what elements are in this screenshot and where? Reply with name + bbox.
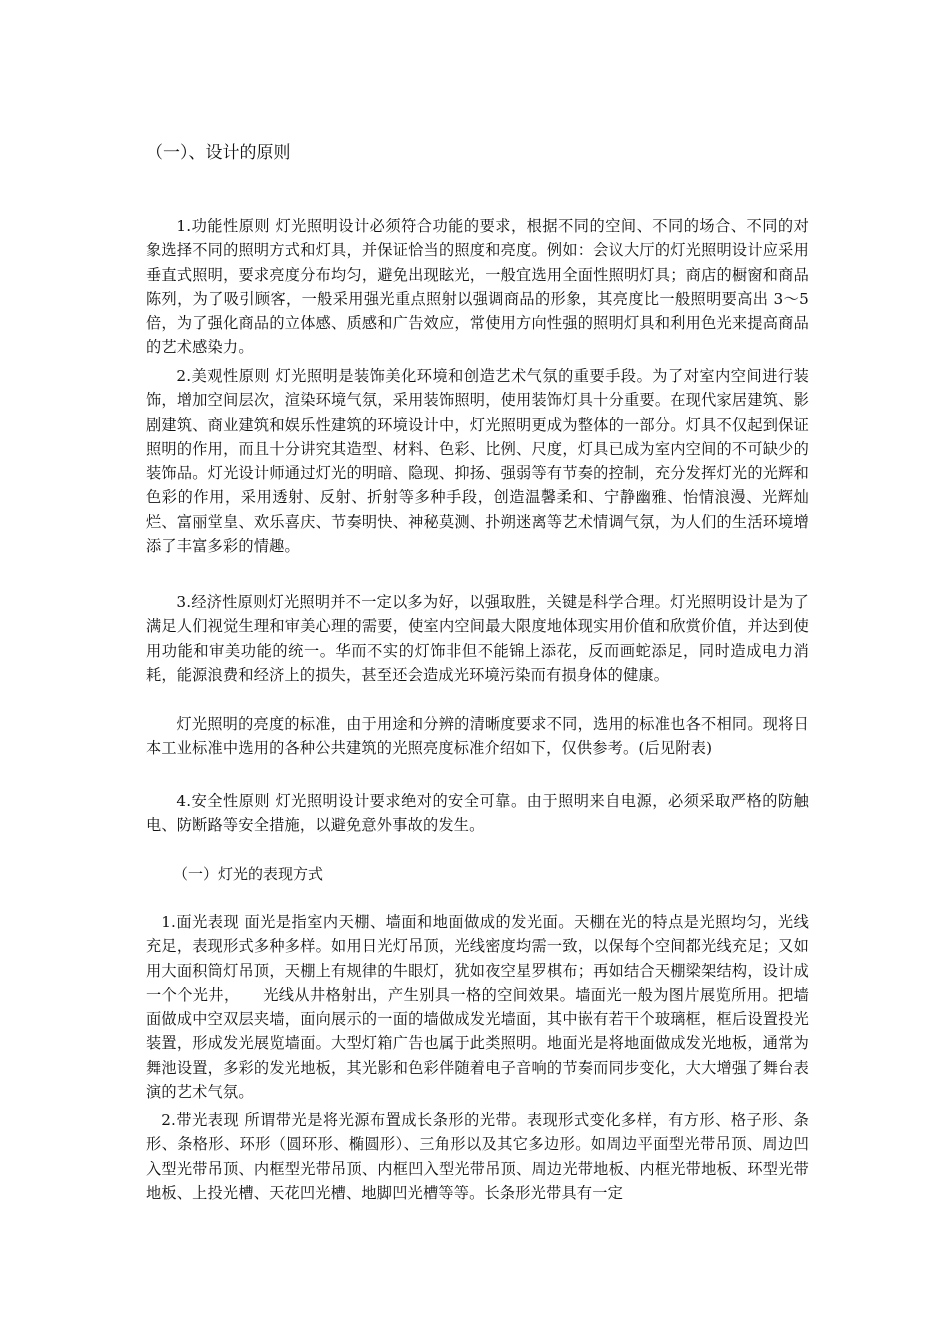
sub-heading-lighting-expression: （一）灯光的表现方式 xyxy=(173,865,324,883)
paragraph-aesthetic-principle: 2.美观性原则 灯光照明是装饰美化环境和创造艺术气氛的重要手段。为了对室内空间进行装饰，增加空间层次，渲染环境气氛，采用装饰照明，使用装饰灯具十分重要。在现代家居建筑、影剧建筑、商业建筑和娱乐性建筑的环境设计中，灯光照明更成为整体的一部分。灯具不仅起到保证照明的作用，而且十分讲究其造型、材料、色彩、比例、尺度，灯具已成为室内空间的不可缺少的装饰品。灯光设计师通过灯光的明暗、隐现、抑扬、强弱等有节奏的控制，充分发挥灯光的光辉和色彩的作用，采用透射、反射、折射等多种手段，创造温馨柔和、宁静幽雅、怡情浪漫、光辉灿烂、富丽堂皇、欢乐喜庆、节奏明快、神秘莫测、扑朔迷离等艺术情调气氛，为人们的生活环境增添了丰富多彩的情趣。 xyxy=(146,367,809,556)
paragraph-economic-principle: 3.经济性原则灯光照明并不一定以多为好，以强取胜，关键是科学合理。灯光照明设计是为了满足人们视觉生理和审美心理的需要，使室内空间最大限度地体现实用价值和欣赏价值，并达到使用功能和审美功能的统一。华而不实的灯饰非但不能锦上添花，反而画蛇添足，同时造成电力消耗，能源浪费和经济上的损失，甚至还会造成光环境污染而有损身体的健康。 xyxy=(146,593,809,684)
section-heading: （一）、设计的原则 xyxy=(146,143,291,163)
paragraph-surface-light: 1.面光表现 面光是指室内天棚、墙面和地面做成的发光面。天棚在光的特点是光照均匀，光线充足，表现形式多种多样。如用日光灯吊顶，光线密度均需一致，以保每个空间都光线充足；又如用大面积筒灯吊顶，天棚上有规律的牛眼灯，犹如夜空星罗棋布；再如结合天棚梁架结构，设计成一个个光井， 光线从井格射出，产生别具一格的空间效果。墙面光一般为图片展览所用。把墙面做成中空双层夹墙，面向展示的一面的墙做成发光墙面，其中嵌有若干个玻璃框，框后设置投光装置，形成发光展览墙面。大型灯箱广告也属于此类照明。地面光是将地面做成发光地板，通常为舞池设置，多彩的发光地板，其光影和色彩伴随着电子音响的节奏而同步变化，大大增强了舞台表演的艺术气氛。 xyxy=(146,913,809,1102)
paragraph-brightness-standard: 灯光照明的亮度的标准，由于用途和分辨的清晰度要求不同，选用的标准也各不相同。现将日本工业标准中选用的各种公共建筑的光照亮度标准介绍如下，仅供参考。(后见附表) xyxy=(146,715,809,758)
paragraph-strip-light: 2.带光表现 所谓带光是将光源布置成长条形的光带。表现形式变化多样，有方形、格子形、条形、条格形、环形（圆环形、椭圆形）、三角形以及其它多边形。如周边平面型光带吊顶、周边凹入型光带吊顶、内框型光带吊顶、内框凹入型光带吊顶、周边光带地板、内框光带地板、环型光带地板、上投光槽、天花凹光槽、地脚凹光槽等等。长条形光带具有一定 xyxy=(146,1111,809,1202)
paragraph-functional-principle: 1.功能性原则 灯光照明设计必须符合功能的要求，根据不同的空间、不同的场合、不同的对象选择不同的照明方式和灯具，并保证恰当的照度和亮度。例如：会议大厅的灯光照明设计应采用垂直式照明，要求亮度分布均匀，避免出现眩光，一般宜选用全面性照明灯具；商店的橱窗和商品陈列，为了吸引顾客，一般采用强光重点照射以强调商品的形象，其亮度比一般照明要高出 3～5 倍，为了强化商品的立体感、质感和广告效应，常使用方向性强的照明灯具和利用色光来提高商品的艺术感染力。 xyxy=(146,217,809,357)
paragraph-safety-principle: 4.安全性原则 灯光照明设计要求绝对的安全可靠。由于照明来自电源，必须采取严格的防触电、防断路等安全措施，以避免意外事故的发生。 xyxy=(146,792,809,835)
